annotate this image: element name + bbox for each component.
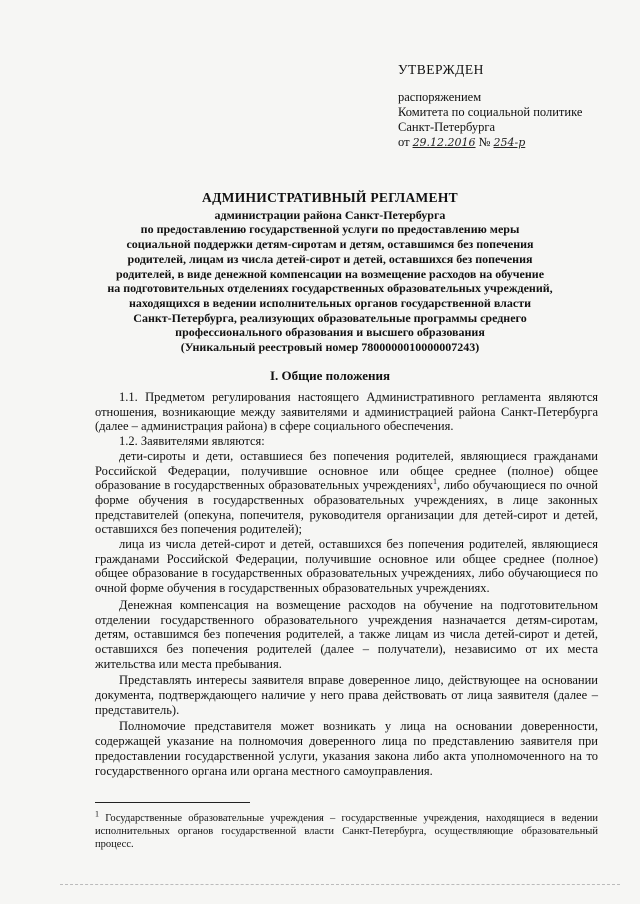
paragraph-1-2: 1.2. Заявителями являются: [119, 434, 265, 449]
paragraph-representative: Представлять интересы заявителя вправе доверенное лицо, действующее на основании документа, подтверждающего наличие у него права действовать от лица заявителя (далее – представитель). [95, 673, 598, 717]
footnote [95, 809, 598, 851]
paragraph-orphans [95, 449, 598, 537]
registry-number: (Уникальный реестровый номер 7800000010000007243) [180, 340, 480, 355]
document-body [95, 390, 598, 778]
title-line: социальной поддержки детям-сиротам и детям, оставшимся без попечения [126, 237, 534, 252]
title-line: родителей, лицам из числа детей-сирот и детей, оставшихся без попечения [127, 251, 533, 266]
page-edge-line [60, 884, 620, 885]
approval-block [398, 62, 628, 150]
date-prefix: от [398, 135, 410, 149]
handwritten-number: 254-р [493, 136, 526, 149]
title-line: по предоставлению государственной услуги по предоставлению меры [140, 222, 520, 237]
paragraph-orphans-b: , либо обучающиеся по очной форме обучения в государственных образовательных учреждениях, в лице законных представителей (опекуна, попечителя, руководителя организации для детей-сирот и детей, оставшихся без попечения родителей); [95, 478, 598, 537]
approval-line-2: Комитета по социальной политике [398, 105, 583, 119]
footnote-mark: 1 [95, 809, 99, 819]
title-line: Санкт-Петербурга, реализующих образовательные программы среднего [133, 310, 527, 325]
paragraph-1-1: 1.1. Предметом регулирования настоящего Административного регламента являются отношения, возникающие между заявителями и администрацией района Санкт-Петербурга (далее – администрация района) в сфере социального обеспечения. [95, 390, 598, 434]
approval-heading: УТВЕРЖДЕН [398, 62, 484, 77]
paragraph-compensation: Денежная компенсация на возмещение расходов на обучение на подготовительном отделении государственного образовательного учреждения назначается детям-сиротам, детям, оставшимся без попечения родителей, а также лицам из числа детей-сирот и детей, оставшихся без попечения родителей (далее – получатели), независимо от их места жительства или места пребывания. [95, 597, 598, 671]
paragraph-authority: Полномочие представителя может возникать у лица на основании доверенности, содержащей указание на полномочия доверенного лица по представлению заявителя при предоставлении государственной услуги, указания закона либо акта уполномоченного на то государственного органа или органа местного самоуправления. [95, 719, 598, 778]
handwritten-date: 29.12.2016 [412, 136, 476, 149]
title-line: родителей, в виде денежной компенсации на возмещение расходов на обучение [115, 266, 545, 281]
footnote-text: Государственные образовательные учреждения – государственные учреждения, находящиеся в ведении исполнительных органов государственной власти Санкт-Петербурга, осуществляющие образовательный процесс. [95, 813, 598, 850]
title-line: на подготовительных отделениях государственных образовательных учреждений, [107, 281, 553, 296]
number-prefix: № [478, 135, 491, 149]
title-line: профессионального образования и высшего образования [175, 325, 485, 340]
title-main: АДМИНИСТРАТИВНЫЙ РЕГЛАМЕНТ [202, 190, 458, 205]
paragraph-persons: лица из числа детей-сирот и детей, оставшихся без попечения родителей, являющиеся гражданами Российской Федерации, получившие основное или общее среднее (полное) общее образование в государственных образовательных учреждениях, либо обучающиеся по очной форме обучения в государственных образовательных учреждениях. [95, 537, 598, 596]
title-line: находящихся в ведении исполнительных органов государственной власти [128, 295, 532, 310]
approval-line-3: Санкт-Петербурга [398, 120, 496, 134]
title-line: администрации района Санкт-Петербурга [214, 207, 446, 222]
approval-date-number [398, 135, 628, 150]
approval-line-1: распоряжением [398, 90, 482, 104]
paragraph-orphans-a: дети-сироты и дети, оставшиеся без попечения родителей, являющиеся гражданами Российской Федерации, получившие основное или общее среднее (полное) общее образование в государственных образовательных учреждениях [95, 448, 598, 493]
footnote-divider [95, 802, 250, 803]
section-heading: I. Общие положения [270, 368, 390, 383]
footnote-ref: 1 [433, 477, 437, 487]
document-title [70, 191, 590, 355]
